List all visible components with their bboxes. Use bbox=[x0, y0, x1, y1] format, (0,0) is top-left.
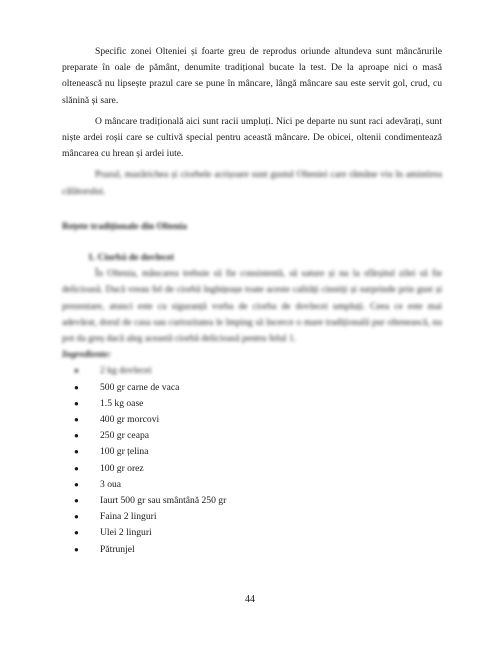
bullet-icon: ● bbox=[74, 382, 79, 392]
recipe-heading: 1. Ciorbă de dovlecei bbox=[88, 252, 174, 264]
ingredient-text: Iaurt 500 gr sau smântână 250 gr bbox=[100, 495, 227, 507]
bullet-icon: ● bbox=[74, 463, 79, 473]
paragraph-blurred-summary: Prazul, mazărichea și ciorbele acrișoare sunt gustul Olteniei care râmâne viu în amintirea călătorului. bbox=[62, 169, 442, 197]
bullet-icon: ● bbox=[74, 479, 79, 489]
bullet-icon: ● bbox=[74, 398, 79, 408]
ingredient-item bbox=[74, 396, 442, 412]
ingredient-item bbox=[74, 412, 442, 428]
bullet-icon: ● bbox=[74, 544, 79, 554]
ingredient-text: 500 gr carne de vaca bbox=[100, 381, 180, 393]
bullet-icon: ● bbox=[74, 415, 79, 425]
bullet-icon: ● bbox=[74, 512, 79, 522]
paragraph-raci-umpluti: O mâncare tradițională aici sunt racii umpluți. Nici pe departe nu sunt raci adevărați, sunt niște ardei roșii care se cultivă special pentru această mâncare. De obicei, oltenii condimentează mâncarea cu hrean și ardei iute. bbox=[62, 115, 442, 160]
ingredient-text: 100 gr orez bbox=[100, 462, 144, 474]
ingredient-item bbox=[74, 363, 442, 379]
bullet-icon: ● bbox=[74, 496, 79, 506]
recipe-intro: În Oltenia, mâncarea trebuie să fie consistentă, să sature și nu la sfârșitul zilei să fie delicioasă. Dacă vreau fel de ciorbă înghițeașe toate aceste calități cinstiți și surprinde prin gust și prezentare, atunci este cu siguranță vorba de ciorba de dovlecei umpluți. Ceea ce este mai adevărat, dorul de casa sau curiozitatea le împing să încerce o mare tradițională pur oltenească, nu pot da greș dacă aleg această ciorbă delicioasă pentru felul 1. bbox=[62, 268, 442, 345]
section-heading: Rețete tradiționale din Oltenia bbox=[62, 220, 187, 232]
ingredient-text: Ulei 2 linguri bbox=[100, 527, 152, 539]
ingredient-item bbox=[74, 428, 442, 444]
ingredient-item bbox=[74, 525, 442, 541]
ingredient-item bbox=[74, 542, 442, 558]
ingredient-text: Faina 2 linguri bbox=[100, 511, 157, 523]
ingredient-text: 250 gr ceapa bbox=[100, 430, 150, 442]
bullet-icon: ● bbox=[74, 366, 79, 376]
ingredient-item bbox=[74, 509, 442, 525]
ingredients-label: Ingrediente: bbox=[62, 349, 112, 361]
ingredient-item bbox=[74, 380, 442, 396]
ingredient-text: 100 gr țelina bbox=[100, 446, 149, 458]
ingredient-text: Pătrunjel bbox=[100, 543, 135, 555]
ingredient-text: 400 gr morcovi bbox=[100, 414, 160, 426]
ingredient-item bbox=[74, 444, 442, 460]
ingredient-text: 2 kg dovlecei bbox=[100, 365, 152, 377]
paragraph-oltenia-specific: Specific zonei Olteniei și foarte greu de reprodus oriunde altundeva sunt mâncărurile preparate în oale de pământ, denumite tradițional bucate la test. De la aproape nici o masă oltenească nu lipsește prazul care se pune în mâncare, lângă mâncare sau este servit gol, crud, cu slănină și sare. bbox=[62, 46, 442, 106]
ingredients-list bbox=[62, 363, 442, 557]
ingredient-text: 3 oua bbox=[100, 478, 122, 490]
ingredient-item bbox=[74, 461, 442, 477]
page-content bbox=[62, 44, 442, 558]
ingredient-item bbox=[74, 477, 442, 493]
bullet-icon: ● bbox=[74, 528, 79, 538]
bullet-icon: ● bbox=[74, 447, 79, 457]
page-number: 44 bbox=[245, 594, 255, 605]
ingredient-item bbox=[74, 493, 442, 509]
bullet-icon: ● bbox=[74, 431, 79, 441]
ingredient-text: 1.5 kg oase bbox=[100, 397, 144, 409]
